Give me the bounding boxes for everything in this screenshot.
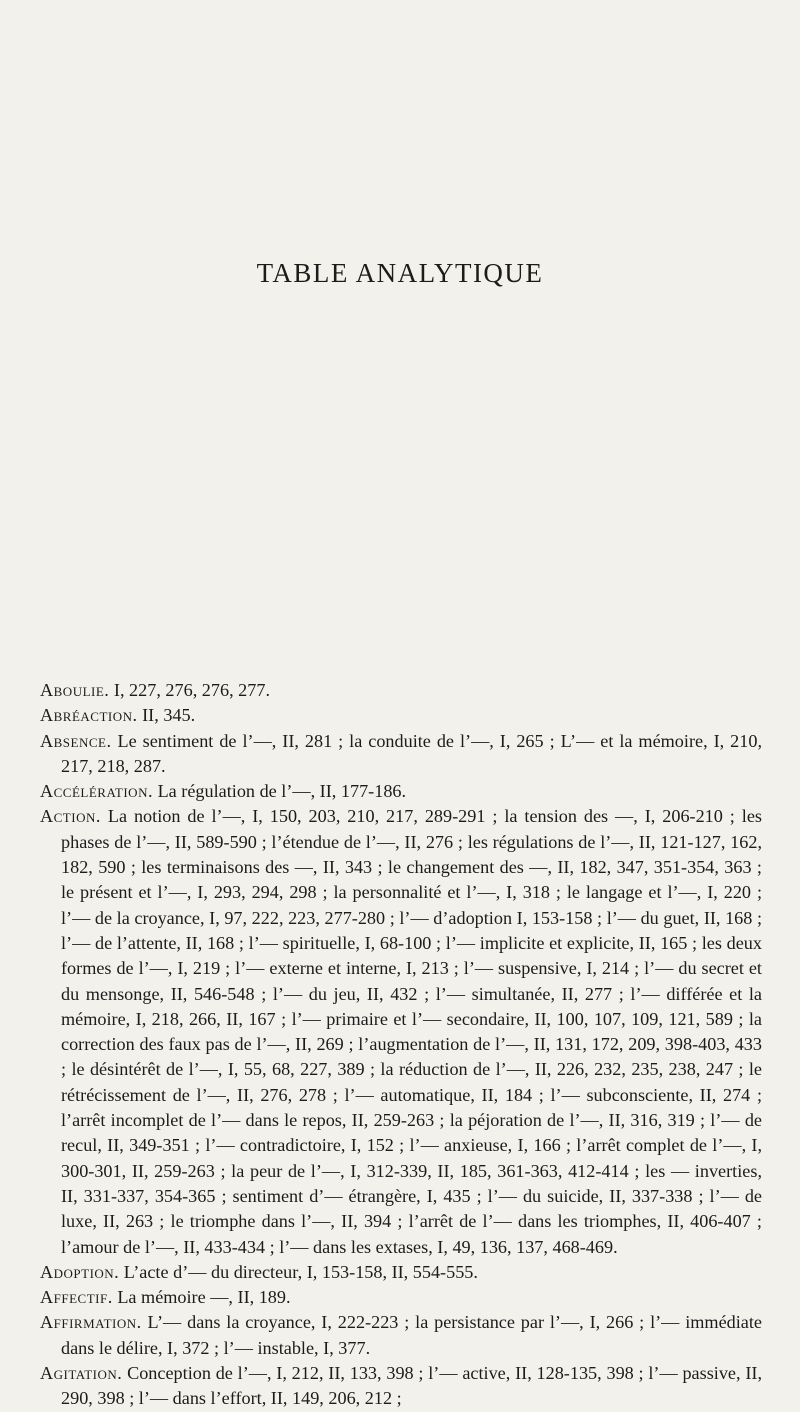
entry-headword: Affirmation. [40,1312,142,1333]
entry-references: Le sentiment de l’—, II, 281 ; la conduite de l’—, I, 265 ; L’— et la mémoire, I, 210, 217, 218, 287. [61,730,762,776]
entry-references: La mémoire —, II, 189. [112,1287,291,1308]
entry-references: Conception de l’—, I, 212, II, 133, 398 ; l’— active, II, 128-135, 398 ; l’— passive, II, 290, 398 ; l’— dans l’effort, II, 149, 206, 212 ; [61,1363,762,1409]
entry-headword: Absence. [40,730,112,751]
entry-headword: Accélération. [40,781,154,802]
entry-headword: Aboulie. [40,680,110,700]
index-entry-affectif [40,1285,762,1310]
entry-headword: Affectif. [40,1287,113,1308]
index-entry-adoption [40,1260,762,1285]
index-entry-affirmation [40,1310,762,1361]
index-entry-action [40,804,762,1259]
entry-headword: Adoption. [40,1261,120,1282]
index-entries [40,678,762,1412]
entry-references: L’— dans la croyance, I, 222-223 ; la persistance par l’—, I, 266 ; l’— immédiate dans le délire, I, 372 ; l’— instable, I, 377. [61,1312,762,1358]
index-entry-acceleration [40,779,762,804]
entry-headword: Abréaction. [40,705,138,726]
entry-headword: Agitation. [40,1363,123,1384]
entry-headword: Action. [40,806,101,827]
entry-references: La régulation de l’—, II, 177-186. [153,781,407,802]
page-title: TABLE ANALYTIQUE [256,258,544,288]
entry-references: La notion de l’—, I, 150, 203, 210, 217, 289-291 ; la tension des —, I, 206-210 ; les phases de l’—, II, 589-590 ; l’étendue de l’—, II, 276 ; les régulations de l’—, II, 121-127, 162, 182, 590 ; les terminaisons des —, II, 343 ; le changement des —, II, 182, 347, 351-354, 363 ; le présent et l’—, I, 293, 294, 298 ; la personnalité et l’—, I, 318 ; le langage et l’—, I, 220 ; l’— de la croyance, I, 97, 222, 223, 277-280 ; l’— d’adoption I, 153-158 ; l’— du guet, II, 168 ; l’— de l’attente, II, 168 ; l’— spirituelle, I, 68-100 ; l’— implicite et explicite, II, 165 ; les deux formes de l’—, I, 219 ; l’— externe et interne, I, 213 ; l’— suspensive, I, 214 ; l’— du secret et du mensonge, II, 546-548 ; l’— du jeu, II, 432 ; l’— simultanée, II, 277 ; l’— différée et la mémoire, I, 218, 266, II, 167 ; l’— primaire et l’— secondaire, II, 100, 107, 109, 121, 589 ; la correction des faux pas de l’—, II, 269 ; l’augmentation de l’—, II, 131, 172, 209, 398-403, 433 ; le désintérêt de l’—, I, 55, 68, 227, 389 ; la réduction de l’—, II, 226, 232, 235, 238, 247 ; le rétrécissement de l’—, II, 276, 278 ; l’— automatique, II, 184 ; l’— subconsciente, II, 274 ; l’arrêt incomplet de l’— dans le repos, II, 259-263 ; la péjoration de l’—, II, 316, 319 ; l’— de recul, II, 349-351 ; l’— contradictoire, I, 152 ; l’— anxieuse, I, 166 ; l’arrêt complet de l’—, I, 300-301, II, 259-263 ; la peur de l’—, I, 312-339, II, 185, 361-363, 412-414 ; les — inverties, II, 331-337, 354-365 ; sentiment d’— étrangère, I, 435 ; l’— du suicide, II, 337-338 ; l’— de luxe, II, 263 ; le triomphe dans l’—, II, 394 ; l’arrêt de l’— dans les triomphes, II, 406-407 ; l’amour de l’—, II, 433-434 ; l’— dans les extases, I, 49, 136, 137, 468-469. [61,806,762,1257]
index-entry-abreaction [40,703,762,728]
index-entry-absence [40,729,762,780]
entry-references: L’acte d’— du directeur, I, 153-158, II, 554-555. [119,1261,478,1282]
entry-references: II, 345. [137,705,196,726]
index-entry-aboulie [40,678,762,703]
entry-references: I, 227, 276, 276, 277. [109,680,270,700]
index-entry-agitation [40,1361,762,1412]
